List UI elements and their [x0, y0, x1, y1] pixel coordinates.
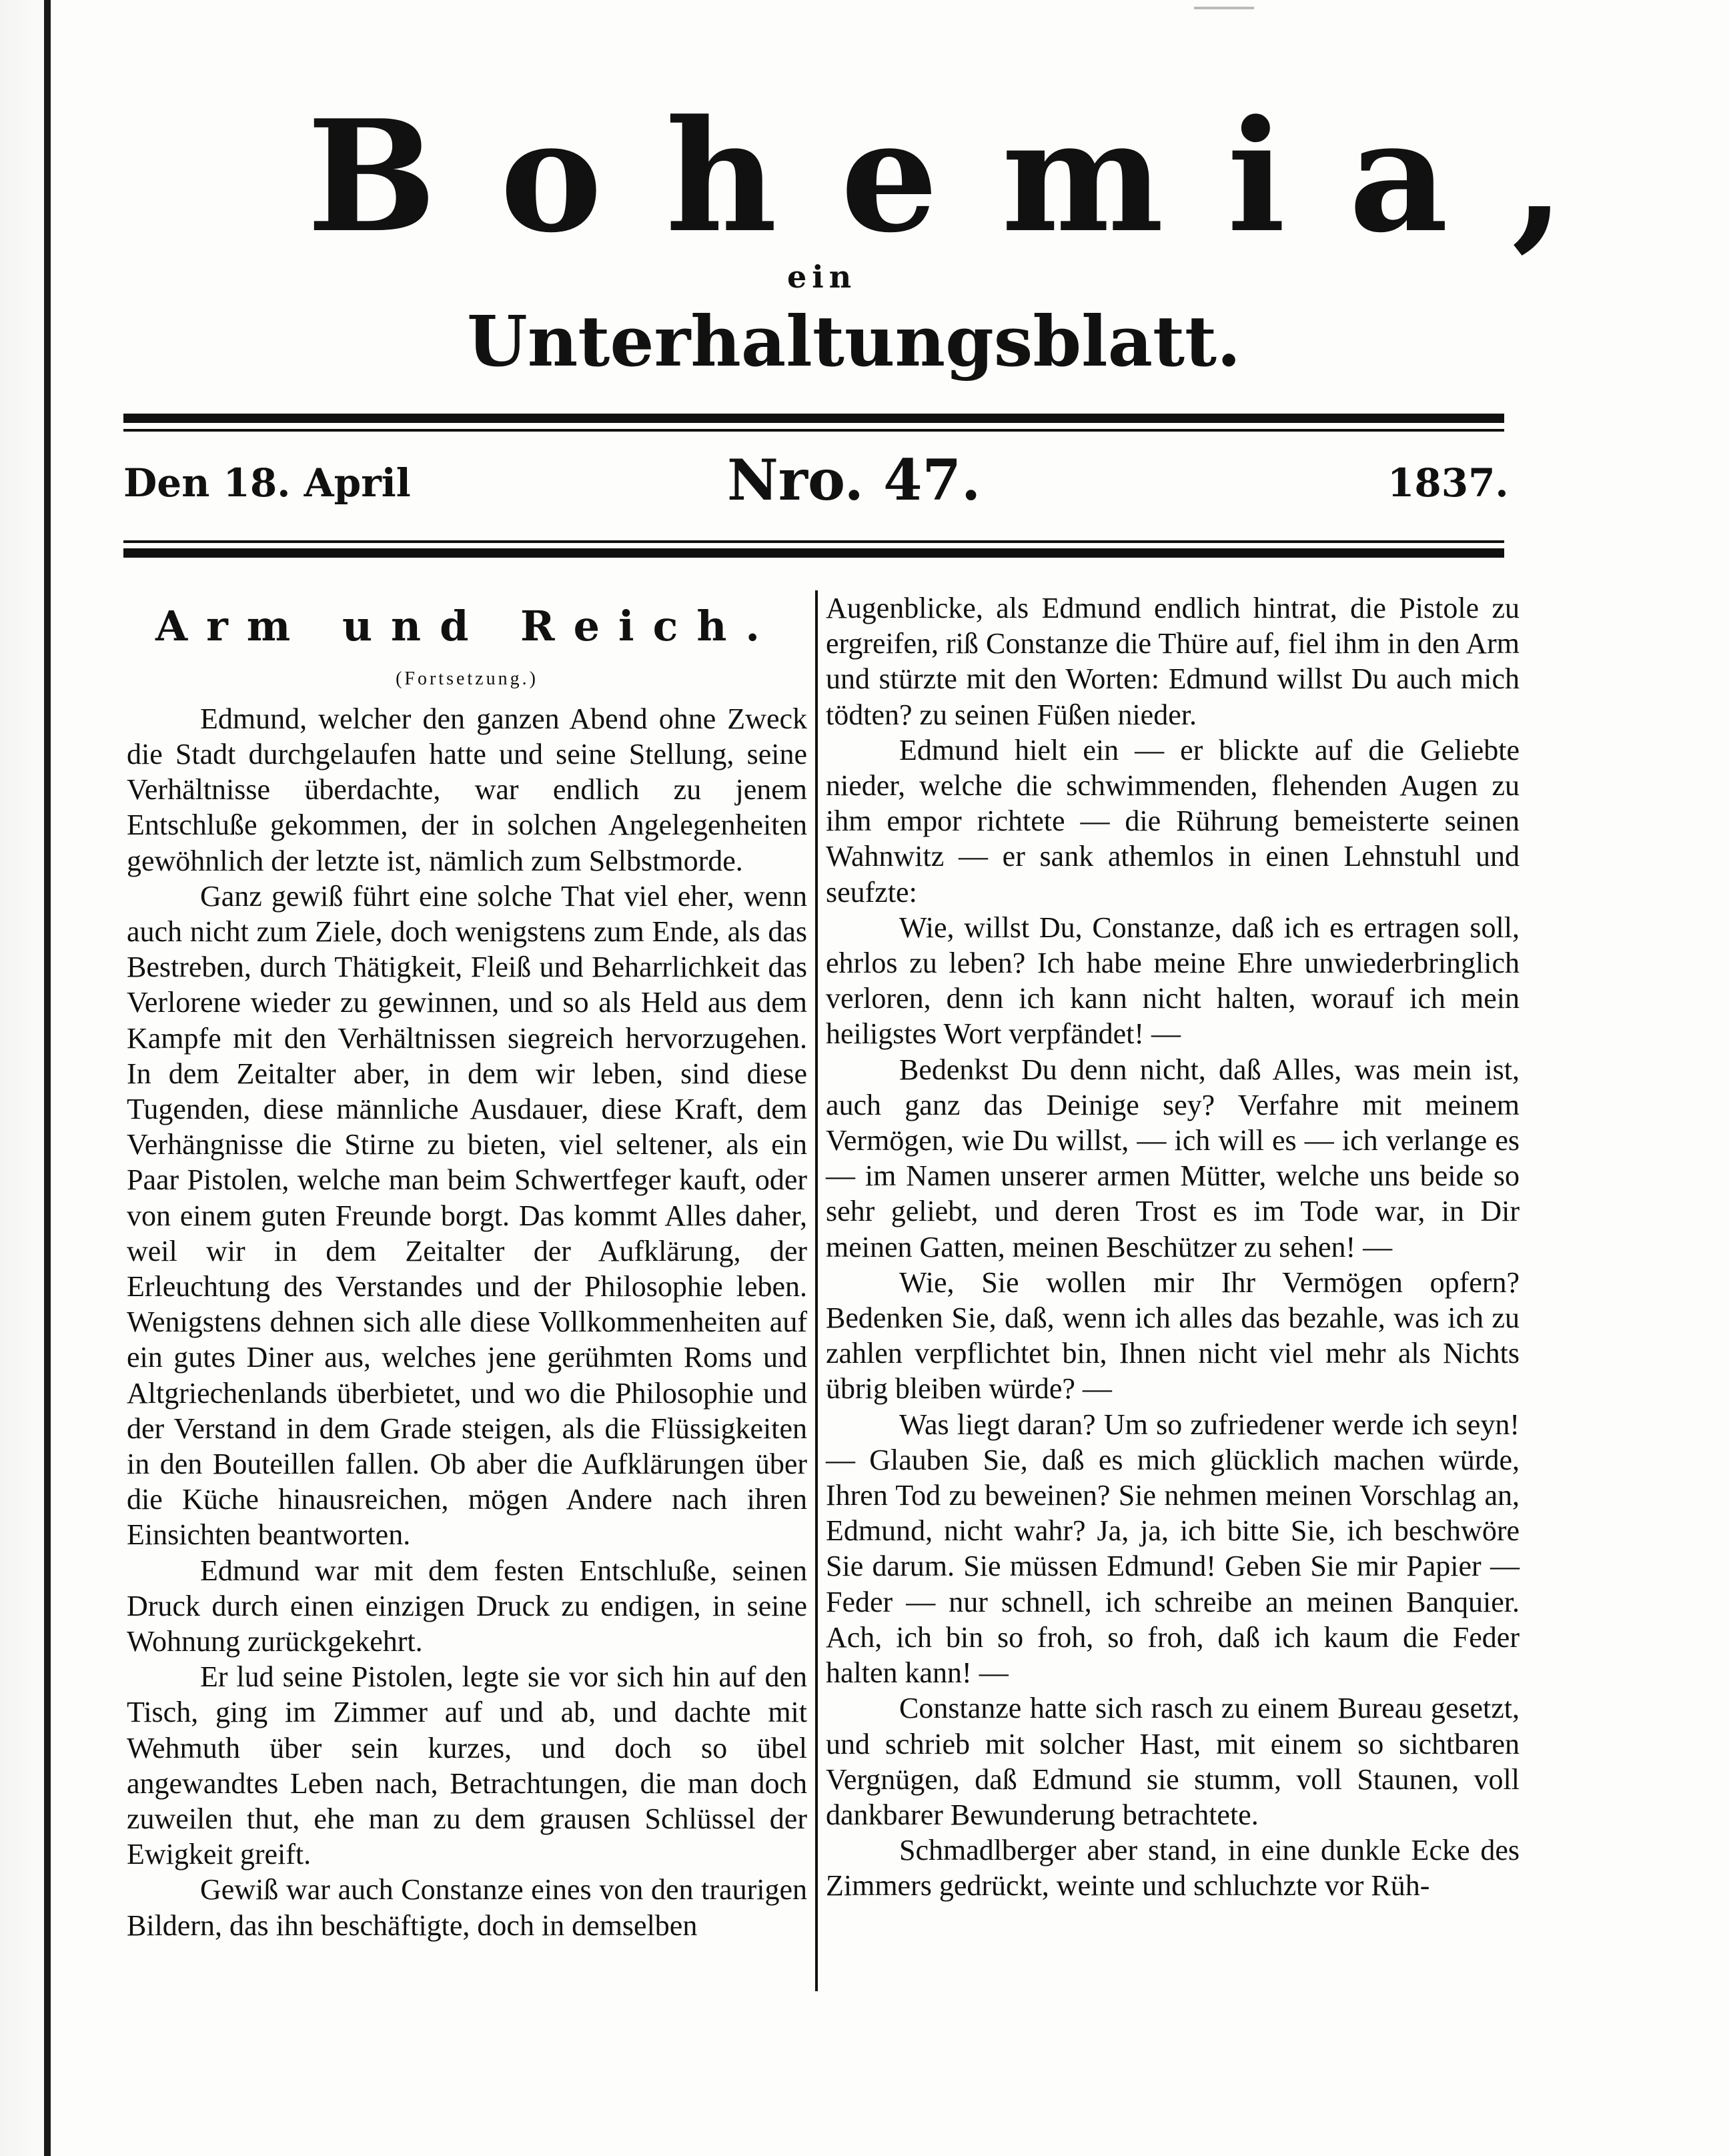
article-column-right [826, 590, 1520, 1904]
paragraph: Edmund hielt ein — er blickte auf die Geliebte nieder, welche die schwimmenden, flehenden Augen zu ihm empor richtete — die Rührung bemeisterte seinen Wahnwitz — er sank athemlos in einen Lehnstuhl und seufzte: [826, 733, 1520, 909]
header-rule-top-thick [123, 414, 1504, 423]
scan-mark [1194, 7, 1254, 9]
paragraph: Ganz gewiß führt eine solche That viel eher, wenn auch nicht zum Ziele, doch wenigstens zum Ende, als das Bestreben, durch Thätigkeit, Fleiß und Beharrlichkeit das Verlorene wieder zu gewinnen, und so als Held aus dem Kampfe mit den Verhältnissen siegreich hervorzugehen. In dem Zeitalter aber, in dem wir leben, sind diese Tugenden, diese männliche Ausdauer, diese Kraft, dem Verhängnisse die Stirne zu bieten, viel seltener, als ein Paar Pistolen, welche man beim Schwertfeger kauft, oder von einem guten Freunde borgt. Das kommt Alles daher, weil wir in dem Zeitalter der Aufklärung, der Erleuchtung des Verstandes und der Philosophie leben. Wenigstens dehnen sich alle diese Vollkommenheiten auf ein gutes Diner aus, welches jene gerühmten Roms und Altgriechenlands überbietet, und wo die Philosophie und der Verstand in dem Grade steigen, als die Flüssigkeiten in den Bouteillen fallen. Ob aber die Aufklärungen über die Küche hinausreichen, mögen Andere nach ihren Einsichten beantworten. [127, 879, 807, 1552]
paragraph: Gewiß war auch Constanze eines von den traurigen Bildern, das ihn beschäftigte, doch in demselben [127, 1873, 807, 1942]
issue-number: Nro. 47. [727, 447, 981, 513]
paragraph: Augenblicke, als Edmund endlich hintrat, die Pistole zu ergreifen, riß Constanze die Thüre auf, fiel ihm in den Arm und stürzte mit den Worten: Edmund willst Du auch mich tödten? zu seinen Füßen nieder. [826, 592, 1520, 731]
header-rule-bottom-thin [123, 540, 1504, 543]
binding-shadow [0, 0, 44, 2156]
masthead-ein: ein [787, 259, 857, 295]
paragraph: Edmund, welcher den ganzen Abend ohne Zweck die Stadt durchgelaufen hatte und seine Stellung, seine Verhältnisse überdachte, war endlich zu jenem Entschluße gekommen, der in solchen Angelegenheiten gewöhnlich der letzte ist, nämlich zum Selbstmorde. [127, 702, 807, 877]
header-rule-top-thin [123, 429, 1504, 432]
issue-year: 1837. [1387, 460, 1509, 506]
masthead-title: Bohemia, [307, 87, 1629, 267]
paragraph: Was liegt daran? Um so zufriedener werde ich seyn! — Glauben Sie, daß es mich glücklich machen würde, Ihren Tod zu beweinen? Sie nehmen meinen Vorschlag an, Edmund, nicht wahr? Ja, ja, ich bitte Sie, ich beschwöre Sie darum. Sie müssen Edmund! Geben Sie mir Papier — Feder — nur schnell, ich schreibe an meinen Banquier. Ach, ich bin so froh, so froh, daß ich kaum die Feder halten kann! — [826, 1408, 1520, 1690]
paragraph: Schmadlberger aber stand, in eine dunkle Ecke des Zimmers gedrückt, weinte und schluchzte vor Rüh- [826, 1834, 1520, 1903]
paragraph: Bedenkst Du denn nicht, daß Alles, was mein ist, auch ganz das Deinige sey? Verfahre mit meinem Vermögen, wie Du willst, — ich will es — ich verlange es — im Namen unserer armen Mütter, welche uns beide so sehr geliebt, und deren Trost es im Tode war, in Dir meinen Gatten, meinen Beschützer zu sehen! — [826, 1053, 1520, 1263]
masthead-subtitle: Unterhaltungsblatt. [467, 300, 1241, 382]
binding-edge [44, 0, 51, 2156]
article-column-left [127, 590, 807, 1943]
article-continuation: (Fortsetzung.) [396, 668, 538, 690]
paragraph: Wie, Sie wollen mir Ihr Vermögen opfern? Bedenken Sie, daß, wenn ich alles das bezahle, was ich zu zahlen verpflichtet bin, Ihnen nicht viel mehr als Nichts übrig bleiben würde? — [826, 1265, 1520, 1406]
header-rule-bottom-thick [123, 548, 1504, 558]
paragraph: Er lud seine Pistolen, legte sie vor sich hin auf den Tisch, ging im Zimmer auf und ab, und dachte mit Wehmuth über sein kurzes, und doch so übel angewandtes Leben nach, Betrachtungen, die man doch zuweilen thut, ehe man zu dem grausen Schlüssel der Ewigkeit greift. [127, 1660, 807, 1871]
paragraph: Wie, willst Du, Constanze, daß ich es ertragen soll, ehrlos zu leben? Ich habe meine Ehre unwiederbringlich verloren, denn ich kann nicht halten, worauf ich mein heiligstes Wort verpfändet! — [826, 911, 1520, 1051]
article-title: Arm und Reich. [155, 602, 778, 650]
paragraph: Edmund war mit dem festen Entschluße, seinen Druck durch einen einzigen Druck zu endigen, in seine Wohnung zurückgekehrt. [127, 1554, 807, 1658]
column-divider [815, 590, 818, 1991]
issue-date: Den 18. April [123, 460, 411, 506]
paragraph: Constanze hatte sich rasch zu einem Bureau gesetzt, und schrieb mit solcher Hast, mit einem so sichtbaren Vergnügen, daß Edmund sie stumm, voll Staunen, voll dankbarer Bewunderung betrachtete. [826, 1692, 1520, 1831]
